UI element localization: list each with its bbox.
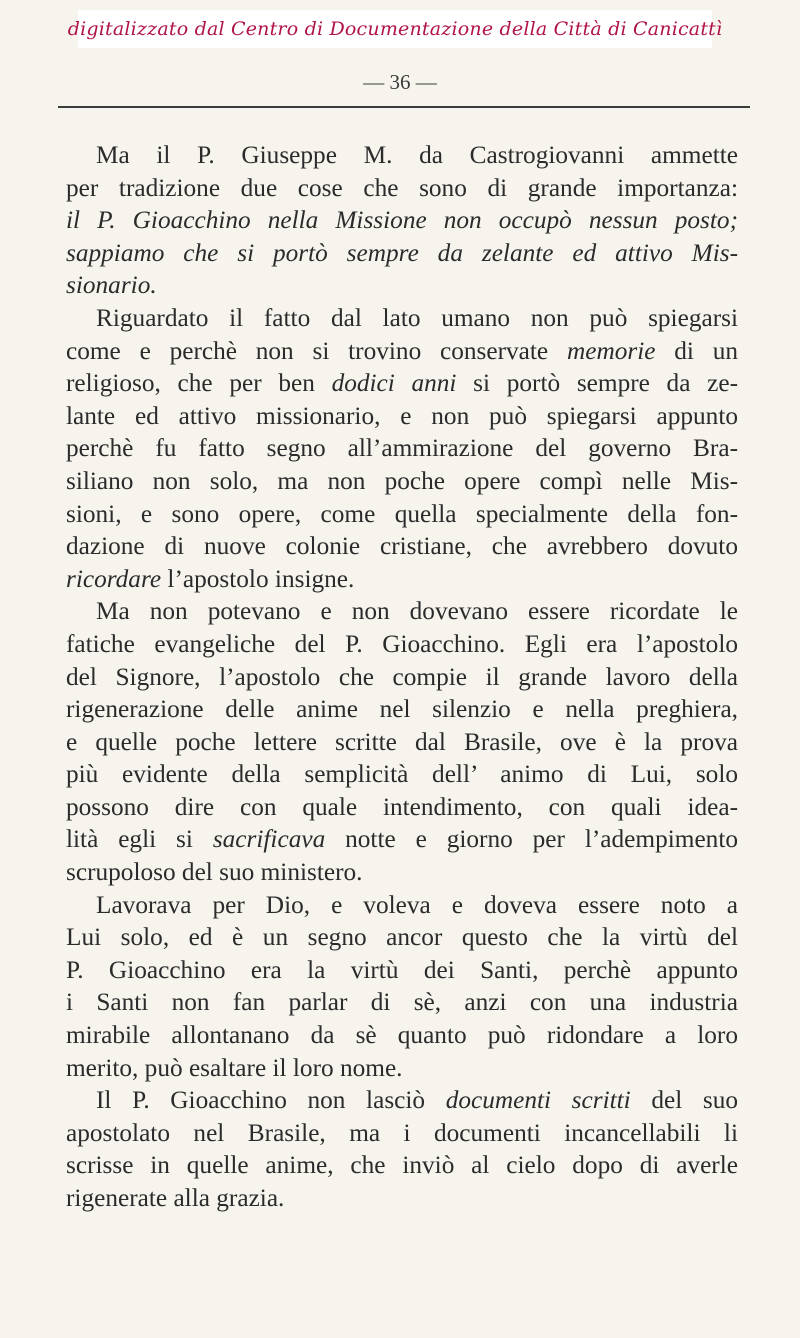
text-segment: scrisse in quelle anime, che inviò al cielo dopo di averle — [66, 1151, 738, 1180]
text-line — [66, 791, 738, 824]
text-segment: fatiche evangeliche del P. Gioacchino. Egli era l’apostolo — [66, 629, 738, 658]
text-line — [66, 921, 738, 954]
text-segment: si portò sempre da ze- — [456, 369, 739, 398]
text-segment: rigenerate alla grazia. — [66, 1184, 285, 1212]
text-line — [66, 172, 738, 205]
text-line — [66, 1019, 738, 1052]
text-line — [66, 204, 738, 237]
body-text — [66, 139, 738, 1215]
text-segment: apostolato nel Brasile, ma i documenti incancellabili li — [66, 1118, 738, 1147]
text-segment: e quelle poche lettere scritte dal Brasile, ove è la prova — [66, 727, 738, 756]
text-line — [66, 823, 738, 856]
text-segment: mirabile allontanano da sè quanto può ridondare a loro — [66, 1021, 738, 1050]
italic-segment: dodici anni — [331, 369, 457, 398]
page-number: — 36 — — [363, 70, 437, 94]
text-segment: Riguardato il fatto dal lato umano non può spiegarsi — [96, 303, 738, 332]
stamp-text: digitalizzato dal Centro di Documentazione della Città di Canicattì — [67, 18, 723, 40]
text-line — [66, 302, 738, 335]
italic-segment: sacrificava — [212, 825, 326, 854]
text-line — [66, 661, 738, 694]
text-segment: lante ed attivo missionario, e non può spiegarsi appunto — [66, 401, 738, 430]
italic-segment: sionario. — [66, 271, 157, 300]
text-segment: religioso, che per ben — [66, 369, 332, 398]
italic-segment: ricordare — [66, 564, 162, 593]
text-line — [66, 986, 738, 1019]
text-line — [66, 693, 738, 726]
text-line — [66, 1084, 738, 1117]
text-line — [66, 432, 738, 465]
text-segment: merito, può esaltare il loro nome. — [66, 1053, 403, 1082]
digitization-stamp — [67, 10, 723, 48]
text-segment: Il P. Gioacchino non lasciò — [96, 1086, 446, 1115]
text-segment: lità egli si — [66, 825, 213, 854]
italic-segment: sappiamo che si portò sempre da zelante ed attivo Mis- — [66, 238, 738, 267]
text-segment: possono dire con quale intendimento, con quali idea- — [66, 792, 738, 821]
text-line — [66, 498, 738, 531]
text-segment: Lui solo, ed è un segno ancor questo che la virtù del — [66, 923, 738, 952]
text-line — [66, 856, 738, 889]
text-line — [66, 726, 738, 759]
text-line — [66, 367, 738, 400]
italic-segment: documenti scritti — [445, 1086, 631, 1115]
text-line — [66, 335, 738, 368]
text-line — [66, 530, 738, 563]
text-segment: i Santi non fan parlar di sè, anzi con una industria — [66, 988, 738, 1017]
text-line — [66, 237, 738, 270]
text-segment: sioni, e sono opere, come quella specialmente della fon- — [66, 499, 738, 528]
text-segment: rigenerazione delle anime nel silenzio e nella preghiera, — [66, 695, 738, 724]
text-line — [66, 758, 738, 791]
text-segment: per tradizione due cose che sono di grande importanza: — [66, 173, 738, 202]
text-line — [66, 954, 738, 987]
text-segment: come e perchè non si trovino conservate — [66, 336, 567, 365]
text-line — [66, 563, 738, 596]
text-line — [66, 1052, 738, 1085]
header-rule — [58, 106, 750, 108]
text-segment: Ma il P. Giuseppe M. da Castrogiovanni ammette — [96, 141, 738, 169]
text-line — [66, 1182, 738, 1215]
text-segment: scrupoloso del suo ministero. — [66, 858, 363, 887]
text-segment: del Signore, l’apostolo che compie il grande lavoro della — [66, 662, 738, 691]
text-segment: l’apostolo insigne. — [161, 564, 355, 593]
text-line — [66, 889, 738, 922]
text-line — [66, 628, 738, 661]
text-segment: di un — [655, 336, 739, 365]
text-line — [66, 400, 738, 433]
text-line — [66, 1149, 738, 1182]
text-segment: Lavorava per Dio, e voleva e doveva essere noto a — [96, 890, 738, 919]
text-segment: notte e giorno per l’adempimento — [325, 825, 738, 854]
text-line — [66, 595, 738, 628]
italic-segment: memorie — [566, 336, 656, 365]
text-segment: P. Gioacchino era la virtù dei Santi, perchè appunto — [66, 955, 738, 984]
text-line — [66, 1117, 738, 1150]
text-segment: perchè fu fatto segno all’ammirazione del governo Bra- — [66, 434, 738, 463]
text-segment: del suo — [630, 1086, 738, 1115]
italic-segment: il P. Gioacchino nella Missione non occupò nessun posto; — [66, 206, 738, 235]
text-line — [66, 269, 738, 302]
text-segment: Ma non potevano e non dovevano essere ricordate le — [96, 597, 738, 626]
text-line — [66, 465, 738, 498]
text-segment: più evidente della semplicità dell’ animo di Lui, solo — [66, 760, 738, 789]
text-segment: siliano non solo, ma non poche opere compì nelle Mis- — [66, 466, 738, 495]
text-segment: dazione di nuove colonie cristiane, che avrebbero dovuto — [66, 532, 738, 561]
text-line — [66, 139, 738, 172]
